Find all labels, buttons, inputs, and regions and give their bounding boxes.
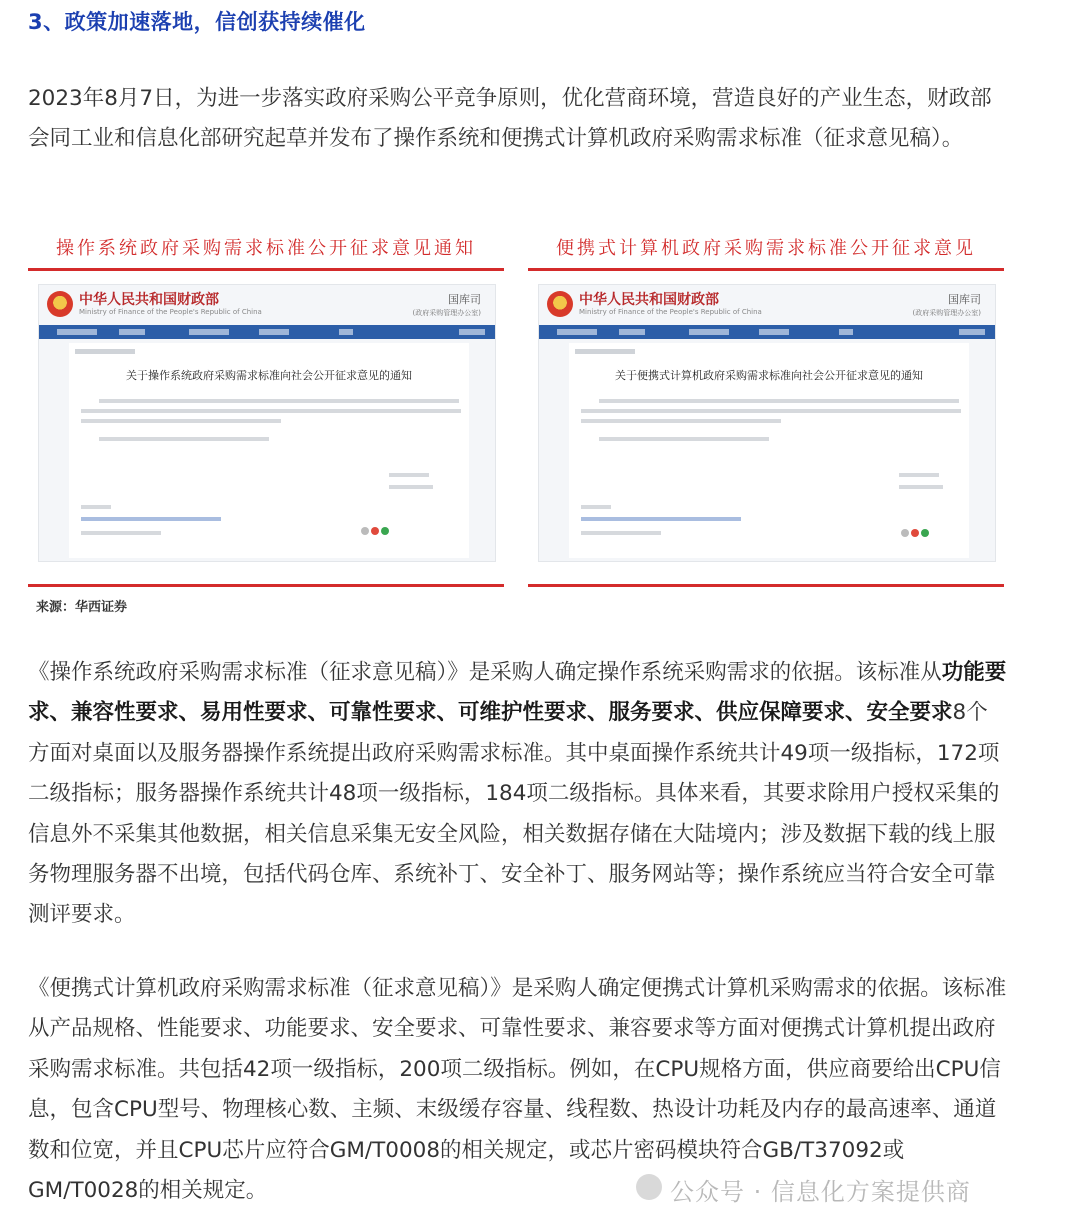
laptop-standard-paragraph: 《便携式计算机政府采购需求标准（征求意见稿）》是采购人确定便携式计算机采购需求的依据。该标准从产品规格、性能要求、功能要求、安全要求、可靠性要求、兼容要求等方面对便携式计算机提出政府采购需求标准。共包括42项一级指标，200项二级指标。例如，在CPU规格方面，供应商要给出CPU信息，包含CPU型号、物理核心数、主频、末级缓存容量、线程数、热设计功耗及内存的最高速率、通道数和位宽，并且CPU芯片应符合GM/T0008的相关规定，或芯片密码模块符合GB/T37092或GM/T0028的相关规定。 [28,976,1007,1204]
ministry-header [545,289,989,325]
nav-item [459,329,485,335]
intro-paragraph: 2023年8月7日，为进一步落实政府采购公平竞争原则，优化营商环境，营造良好的产业生态，财政部会同工业和信息化部研究起草并发布了操作系统和便携式计算机政府采购需求标准（征求意见稿）。 [28,86,992,152]
text-line [581,409,961,413]
breadcrumb [575,349,635,354]
department-name: 国库司 [448,293,481,306]
panel-title: 便携式计算机政府采购需求标准公开征求意见 [556,238,976,259]
text-line [899,473,939,477]
text-line [81,419,281,423]
share-icons [361,527,391,535]
red-divider [28,584,504,587]
text-line [899,485,943,489]
notice-title: 关于操作系统政府采购需求标准向社会公开征求意见的通知 [126,369,412,382]
notice-figure [28,228,1008,620]
wechat-logo-icon [636,1174,662,1200]
notice-content [69,343,469,558]
text-line [389,473,429,477]
nav-item [57,329,97,335]
nav-item [619,329,645,335]
text-line [81,505,111,509]
ministry-header [45,289,489,325]
requirements-bold: 功能要求、兼容性要求、易用性要求、可靠性要求、可维护性要求、服务要求、供应保障要求、安全要求 [28,660,1007,726]
nav-item [557,329,597,335]
notice-screenshot [38,284,496,562]
text-line [81,409,461,413]
figure-panel-laptop [528,228,1004,590]
text-line [581,531,661,535]
text-line [599,437,769,441]
nav-item [259,329,289,335]
text-line [99,399,459,403]
nav-item [839,329,853,335]
weibo-icon[interactable] [371,527,379,535]
share-icons [901,529,931,537]
text-line [99,437,269,441]
national-emblem-icon [547,291,573,317]
red-divider [528,268,1004,271]
text-line [389,485,433,489]
notice-content [569,343,969,558]
nav-item [189,329,229,335]
paragraph-text: 《操作系统政府采购需求标准（征求意见稿）》是采购人确定操作系统采购需求的依据。该标准从 [28,660,942,685]
breadcrumb [75,349,135,354]
weibo-icon[interactable] [911,529,919,537]
department-name: 国库司 [948,293,981,306]
ministry-name-en: Ministry of Finance of the People's Republic of China [579,308,762,316]
national-emblem-icon [47,291,73,317]
nav-item [689,329,729,335]
department-subtitle: (政府采购管理办公室) [912,309,981,317]
text-line [81,531,161,535]
share-icon[interactable] [361,527,369,535]
ministry-name: 中华人民共和国财政部 [79,292,219,308]
ministry-name-en: Ministry of Finance of the People's Republic of China [79,308,262,316]
os-standard-paragraph [28,653,1008,936]
nav-item [339,329,353,335]
notice-screenshot [538,284,996,562]
attachment-link[interactable] [81,517,221,521]
notice-title: 关于便携式计算机政府采购需求标准向社会公开征求意见的通知 [615,369,923,382]
wechat-icon[interactable] [381,527,389,535]
share-icon[interactable] [901,529,909,537]
nav-item [759,329,789,335]
text-line [581,505,611,509]
department-subtitle: (政府采购管理办公室) [412,309,481,317]
text-line [581,419,781,423]
site-navbar [39,325,495,339]
text-line [599,399,959,403]
nav-item [959,329,985,335]
watermark-text: 公众号 · 信息化方案提供商 [670,1178,971,1206]
red-divider [28,268,504,271]
figure-source: 来源：华西证券 [36,600,128,615]
attachment-link[interactable] [581,517,741,521]
panel-title: 操作系统政府采购需求标准公开征求意见通知 [56,238,476,259]
section-heading: 3、政策加速落地，信创获持续催化 [28,10,366,34]
nav-item [119,329,145,335]
figure-panel-os [28,228,504,590]
ministry-name: 中华人民共和国财政部 [579,292,719,308]
paragraph-text: 8个方面对桌面以及服务器操作系统提出政府采购需求标准。其中桌面操作系统共计49项一级指标，172项二级指标；服务器操作系统共计48项一级指标，184项二级指标。具体来看，其要求除用户授权采集的信息外不采集其他数据，相关信息采集无安全风险，相关数据存储在大陆境内；涉及数据下载的线上服务物理服务器不出境，包括代码仓库、系统补丁、安全补丁、服务网站等；操作系统应当符合安全可靠测评要求。 [28,700,1000,928]
red-divider [528,584,1004,587]
wechat-icon[interactable] [921,529,929,537]
site-navbar [539,325,995,339]
